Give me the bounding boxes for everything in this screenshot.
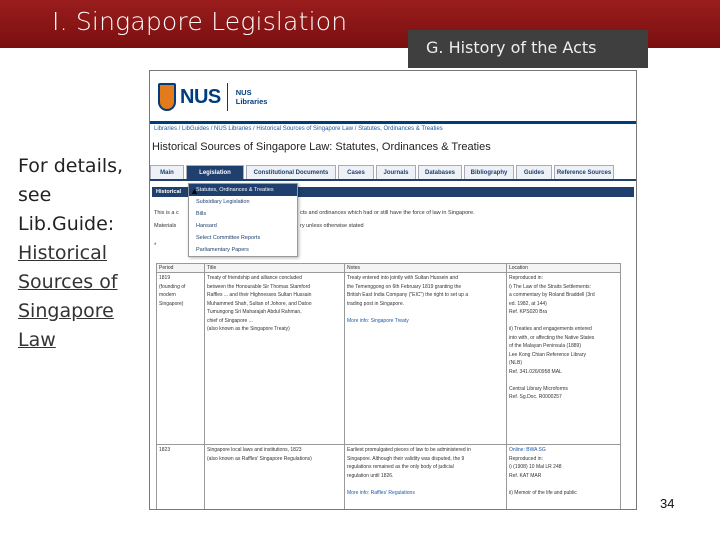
intro-line: This is a c [154,210,179,216]
table-cell-title [205,445,345,511]
tab-cases[interactable]: Cases [338,165,374,180]
logo-divider [227,83,228,111]
cell-line: ii) Treaties and engagements entered [509,326,592,332]
side-text-line: Lib.Guide: [18,213,115,235]
guide-tabs [150,165,636,180]
page-number: 34 [660,496,675,511]
cell-line: between the Honourable Sir Thomas Stamford [207,283,311,290]
cell-line: Ref. Sg.Doc. R0000257 [509,394,562,400]
column-header: Title [205,264,345,273]
table-cell-notes [345,445,507,511]
cell-line: of the Malayan Peninsula (1889) [509,343,581,349]
guide-title: Historical Sources of Singapore Law: Statutes, Ordinances & Treaties [152,141,491,153]
cell-line: modern [159,292,176,298]
logo-sub-line: Libraries [235,97,268,106]
nus-logo[interactable] [158,77,267,117]
menu-item-hansard[interactable]: Hansard [196,223,217,229]
menu-item-select-committee-reports[interactable]: Select Committee Reports [196,235,261,241]
breadcrumb[interactable]: Libraries / LibGuides / NUS Libraries / Historical Sources of Singapore Law / Statutes, Ordinances & Treaties [154,126,443,132]
cell-line: Raffles ... and their Highnesses Sultan Hussain [207,292,312,298]
cell-line: Ref. KPS020 Bra [509,309,548,315]
cell-line: chief of Singapore ... [207,317,253,324]
cell-line: regulations remained as the only body of judicial [347,464,454,470]
cell-line [347,308,504,317]
cell-line: Tumungong Sri Maharajah Abdul Rahman, [207,309,302,315]
nus-libraries-label [236,88,268,106]
cell-line: ii) Memoir of the life and public [509,489,577,496]
cell-line: trading post in Singapore. [347,300,404,307]
tab-constitutional-documents[interactable]: Constitutional Documents [246,165,336,180]
libguide-link[interactable] [18,239,136,355]
cell-line [509,376,618,385]
cell-line: Earliest promulgated pieces of law to be administered in [347,447,471,453]
table-cell-period [157,273,205,445]
cell-line: ed. 1982, at 144) [509,300,547,307]
cell-line: regulation until 1826. [347,472,394,479]
tab-reference-sources[interactable]: Reference Sources [554,165,614,180]
menu-item-parliamentary-papers[interactable]: Parliamentary Papers [196,247,249,253]
cell-line: the Temenggong on 6th February 1819 granting the [347,283,462,290]
cell-line: Reproduced in: [509,275,543,281]
menu-item-bills[interactable]: Bills [196,211,207,217]
cell-line: into with, or affecting the Native States [509,334,595,341]
table-header-row [157,264,621,273]
intro-line: Materials [154,223,177,229]
cell-line: (also known as Raffles' Singapore Regulations) [207,455,312,462]
cell-line: i) (1908) 10 Mal LR 248 [509,464,562,470]
nus-crest-icon [158,83,176,111]
cell-line: Central Library Microforms [509,385,568,392]
tab-legislation[interactable]: Legislation [186,165,244,180]
section-header: Historical [152,187,634,197]
legislation-dropdown-menu [188,183,298,257]
cell-line: Ref. KAT MAR [509,472,542,479]
table-cell-location [507,445,621,511]
libguide-link-line[interactable]: Historical [18,242,107,264]
cell-line: (NLB) [509,360,523,366]
mouse-pointer-icon: ▲ [190,186,199,196]
libguide-link-line[interactable]: Law [18,329,56,351]
table-cell-notes [345,273,507,445]
tab-guides[interactable]: Guides [516,165,552,180]
cell-line: Ref. 341.026/0958 MAL [509,368,562,375]
slide-title: I. Singapore Legislation [52,7,348,36]
cell-line[interactable]: More info: Singapore Treaty [347,317,409,324]
side-note [18,152,136,355]
header-rule [150,121,636,124]
intro-line: cts and ordinances which had or still have the force of law in Singapore. [300,210,475,216]
side-text-line: For details, [18,155,124,177]
cell-line[interactable]: More info: Raffles' Regulations [347,489,415,496]
slide-subtitle: G. History of the Acts [408,30,648,68]
side-text-line: see [18,184,52,206]
libguide-screenshot [149,70,637,510]
cell-line [509,317,618,326]
cell-line: a commentary by Roland Braddell (3rd [509,292,595,298]
menu-item-statutes[interactable]: Statutes, Ordinances & Treaties [189,184,297,196]
libguide-link-line[interactable]: Sources of [18,271,118,293]
cell-line: Treaty of friendship and alliance concluded [207,275,302,281]
cell-line: i) The Law of the Straits Settlements: [509,283,591,290]
tab-main[interactable]: Main [150,165,184,180]
note-marker: * [154,243,157,249]
intro-line: ry unless otherwise stated [300,223,364,229]
tab-journals[interactable]: Journals [376,165,416,180]
logo-sub-line: NUS [235,88,252,97]
cell-line: (founding of [159,283,186,290]
cell-line: Treaty entered into jointly with Sultan Hussein and [347,275,458,281]
cell-line: (also known as the Singapore Treaty) [207,326,290,332]
cell-line: Reproduced in: [509,455,543,462]
cell-line: Singapore local laws and institutions, 1823 [207,447,302,453]
tab-databases[interactable]: Databases [418,165,462,180]
column-header: Location [507,264,621,273]
column-header: Period [157,264,205,273]
cell-line: Singapore. Although their validity was disputed, the 9 [347,455,465,462]
statutes-table [156,263,621,510]
cell-line: Muhammed Shah, Sultan of Johore, and Datoo [207,300,312,307]
tab-underline [150,179,636,181]
cell-line [509,480,618,489]
tab-bibliography[interactable]: Bibliography [464,165,514,180]
nus-wordmark: NUS [180,85,221,108]
cell-line: British East India Company ("EIC") the right to set up a [347,292,469,298]
table-row [157,273,621,445]
cell-line: 1819 [159,275,171,281]
table-cell-title [205,273,345,445]
table-cell-location [507,273,621,445]
libguide-link-line[interactable]: Singapore [18,300,114,322]
cell-line[interactable]: Online: BWA SG [509,447,546,453]
table-row [157,445,621,511]
cell-line: 1823 [159,447,171,453]
cell-line: Lee Kong Chian Reference Library [509,351,586,358]
cell-line: Singapore) [159,300,184,307]
table-cell-period [157,445,205,511]
column-header: Notes [345,264,507,273]
menu-item-subsidiary-legislation[interactable]: Subsidiary Legislation [196,199,250,205]
cell-line [347,480,504,489]
